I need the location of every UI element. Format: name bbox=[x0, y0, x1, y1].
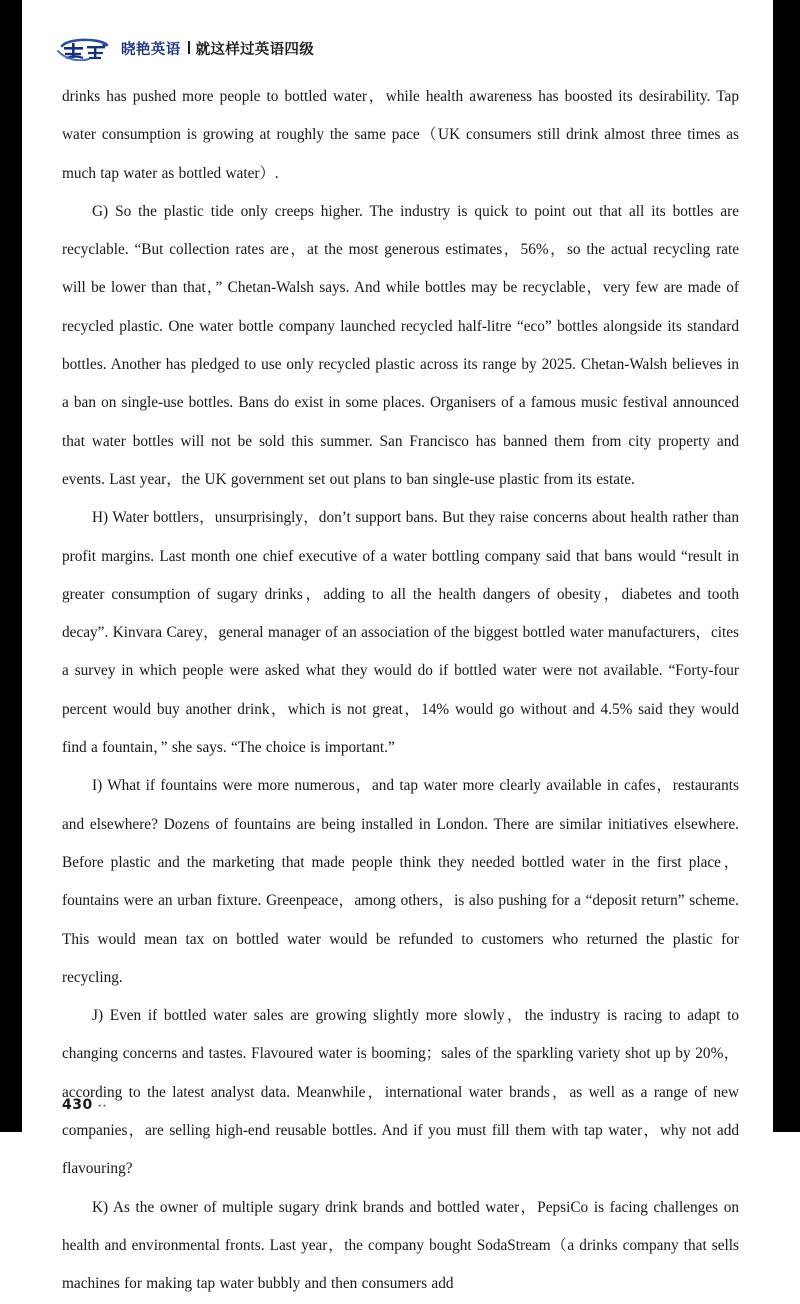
page-header bbox=[56, 33, 314, 63]
page-number-value: 430 bbox=[62, 1097, 93, 1113]
paragraph-h: H) Water bottlers，unsurprisingly，don’t support bans. But they raise concerns about health rather than profit margins. Last month one chief executive of a water bottling company said that bans would “result in greater consumption of sugary drinks，adding to all the health dangers of obesity，diabetes and tooth decay”. Kinvara Carey，general manager of an association of the biggest bottled water manufacturers，cites a survey in which people were asked what they would do if bottled water were not available. “Forty-four percent would buy another drink，which is not great，14% would go without and 4.5% said they would find a fountain，” she says. “The choice is important.” bbox=[62, 509, 739, 757]
document-page bbox=[22, 0, 773, 1293]
xuecheng-logo-icon bbox=[56, 35, 112, 61]
brand-separator-icon bbox=[188, 41, 190, 54]
brand-text bbox=[121, 38, 314, 59]
paragraph-g: G) So the plastic tide only creeps higher. The industry is quick to point out that all its bottles are recyclable. “But collection rates are，at the most generous estimates，56%，so the actual recycling rate will be lower than that，” Chetan-Walsh says. And while bottles may be recyclable，very few are made of recycled plastic. One water bottle company launched recycled half-litre “eco” bottles alongside its standard bottles. Another has pledged to use only recycled plastic across its range by 2025. Chetan-Walsh believes in a ban on single-use bottles. Bans do exist in some places. Organisers of a famous music festival announced that water bottles will not be sold this summer. San Francisco has banned them from city property and events. Last year，the UK government set out plans to ban single-use plastic from its estate. bbox=[62, 202, 739, 488]
scan-edge-right bbox=[773, 0, 800, 1132]
paragraph-j: J) Even if bottled water sales are growing slightly more slowly，the industry is racing to adapt to changing concerns and tastes. Flavoured water is booming；sales of the sparkling variety shot up by 20%，according to the latest analyst data. Meanwhile，international water brands，as well as a range of new companies，are selling high-end reusable bottles. And if you must fill them with tap water，why not add flavouring? bbox=[62, 1007, 739, 1178]
paragraph-k: K) As the owner of multiple sugary drink brands and bottled water，PepsiCo is facing challenges on health and environmental fronts. Last year，the company bought SodaStream（a drinks company that sells machines for making tap water bubbly and then consumers add bbox=[62, 1198, 739, 1293]
page-number bbox=[62, 1097, 107, 1113]
page-number-decoration: ·· bbox=[97, 1101, 108, 1112]
brand-main-label: 晓艳英语 bbox=[121, 41, 181, 58]
brand-subtitle-label: 就这样过英语四级 bbox=[195, 41, 315, 58]
scan-edge-left bbox=[0, 0, 22, 1132]
paragraph-f-continued: drinks has pushed more people to bottled water，while health awareness has boosted its desirability. Tap water consumption is growing at roughly the same pace（UK consumers still drink almost three times as much tap water as bottled water）. bbox=[62, 88, 739, 182]
article-body bbox=[62, 78, 739, 1304]
paragraph-i: I) What if fountains were more numerous，and tap water more clearly available in cafes，restaurants and elsewhere? Dozens of fountains are being installed in London. There are similar initiatives elsewhere. Before plastic and the marketing that made people think they needed bottled water in the first place，fountains were an urban fixture. Greenpeace，among others，is also pushing for a “deposit return” scheme. This would mean tax on bottled water would be refunded to customers who returned the plastic for recycling. bbox=[62, 777, 739, 986]
